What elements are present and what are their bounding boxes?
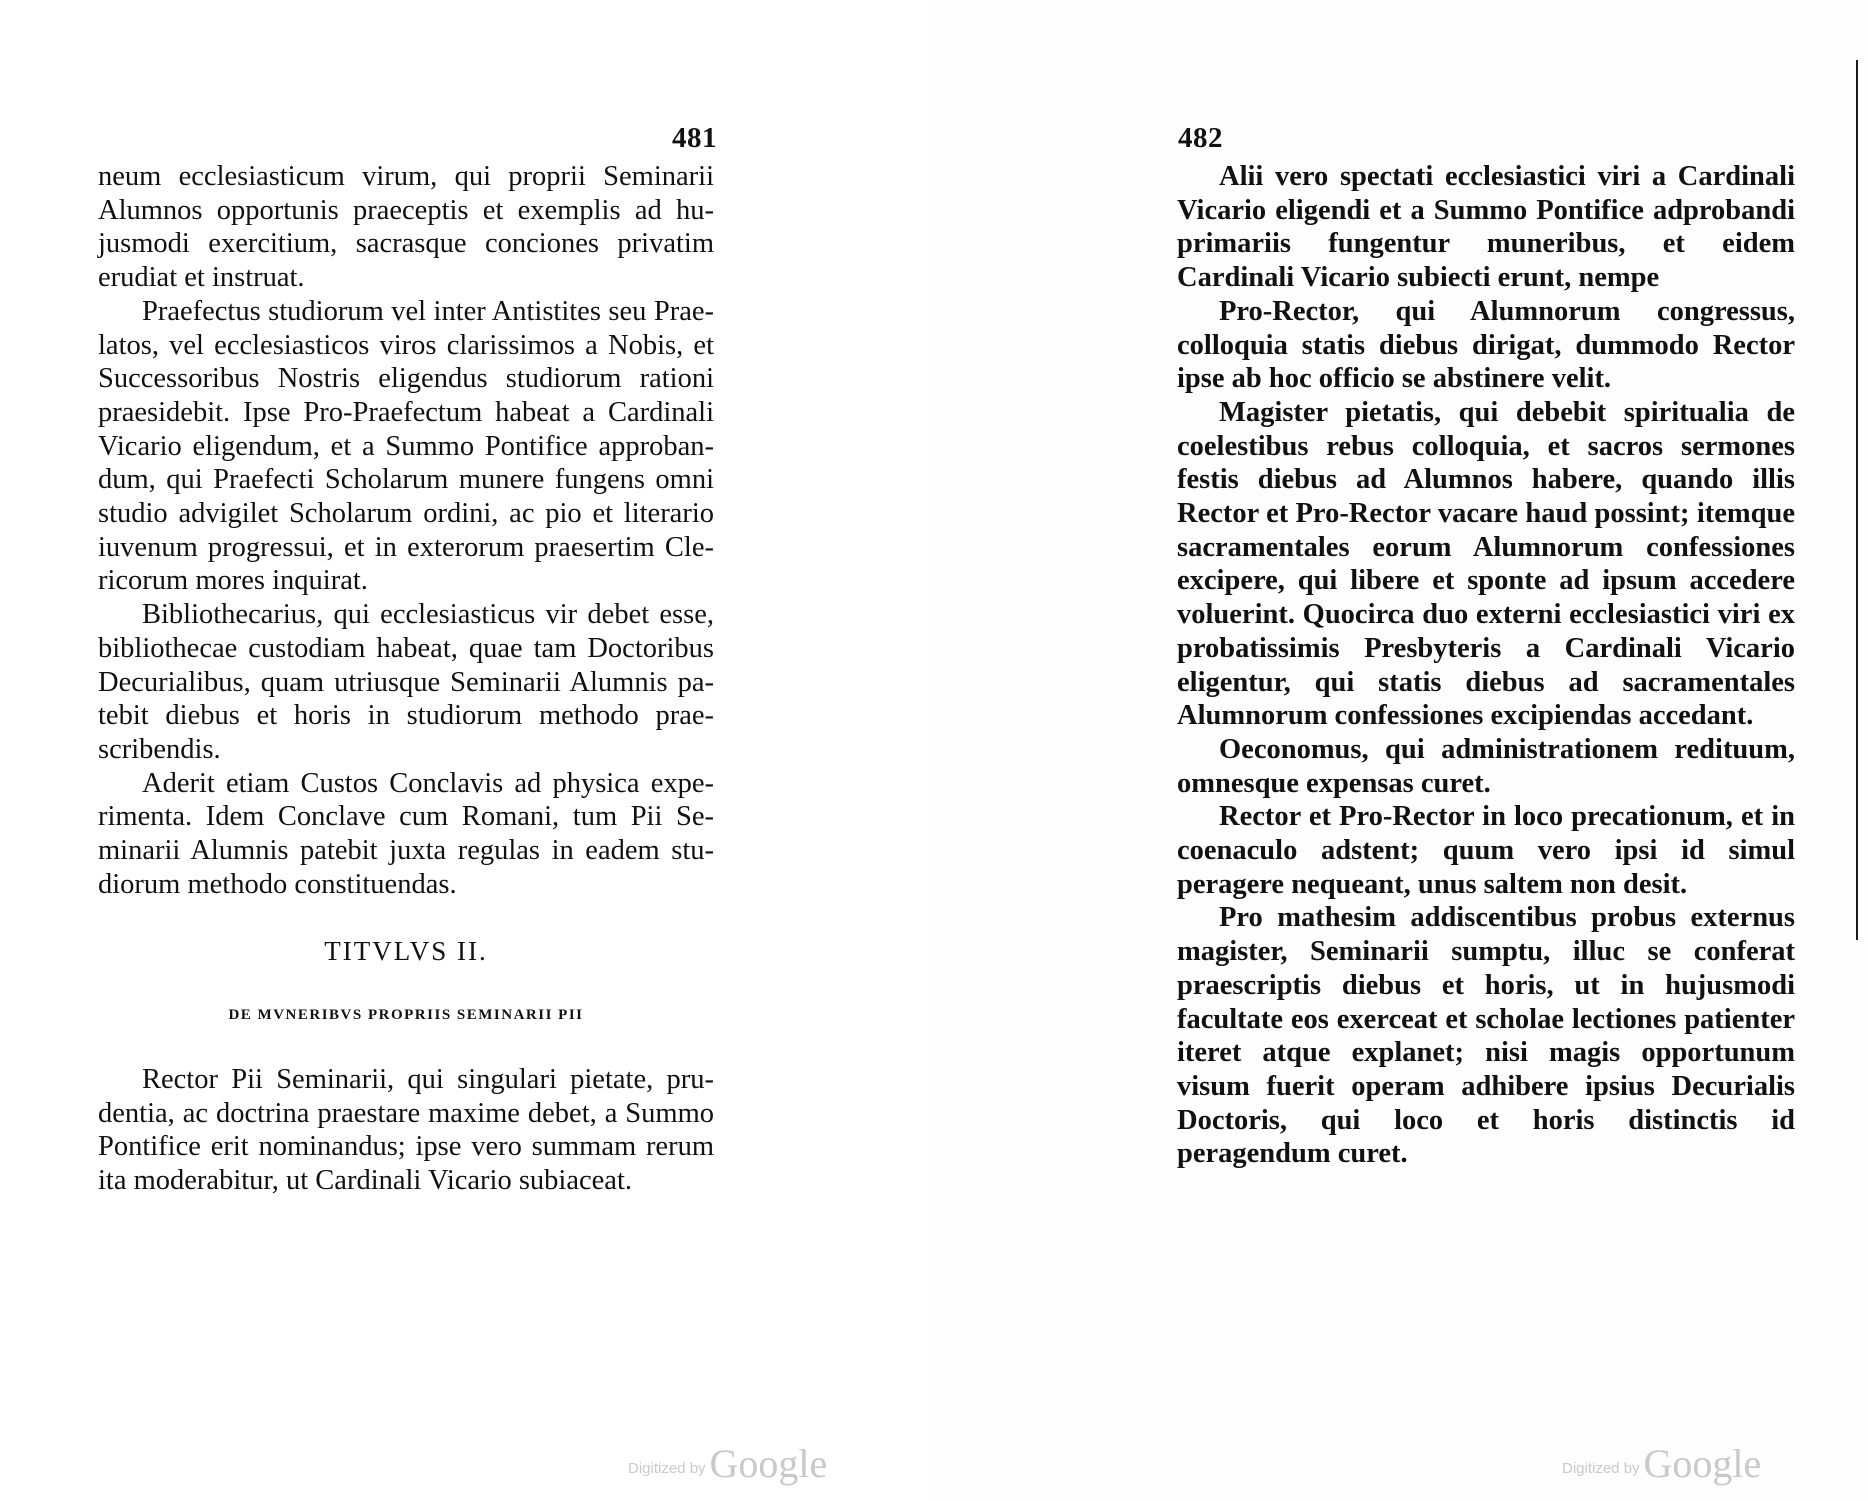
paragraph: Rector Pii Seminarii, qui singulari pietate, prudentia, ac doctrina praestare maxime debet, a Summo Pontifice erit nominandus; ipse vero summam rerum ita moderabitur, ut Cardinali Vicario subiaceat. [98,1063,714,1196]
paragraph: Praefectus studiorum vel inter Antistites seu Praelatos, vel ecclesiasticos viros clarissimos a Nobis, et Successoribus Nostris eligendus studiorum rationi praesidebit. Ipse Pro-Praefectum habeat a Cardinali Vicario eligendum, et a Summo Pontifice approbandum, qui Praefecti Scholarum munere fungens omni studio advigilet Scholarum ordini, ac pio et literario iuvenum progressui, et in exterorum praesertim Clericorum mores inquirat. [98,295,714,597]
google-logo: Google [709,1441,828,1486]
paragraph: Rector et Pro-Rector in loco precationum, et in coenaculo adstent; quum vero ipsi id simul peragere nequeant, unus saltem non desit. [1177,801,1795,900]
right-page [934,0,1868,1501]
watermark-prefix: Digitized by [1562,1460,1640,1477]
paragraph: Alii vero spectati ecclesiastici viri a Cardinali Vicario eligendi et a Summo Pontifice adprobandi primariis fungentur muneribus, et eidem Cardinali Vicario subiecti erunt, nempe [1177,161,1795,294]
page-body [98,160,714,1198]
page-edge-divider [1856,60,1858,940]
page-number: 482 [1178,122,1223,154]
paragraph: Pro mathesim addiscentibus probus externus magister, Seminarii sumptu, illuc se conferat praescriptis diebus et horis, ut in hujusmodi facultate eos exerceat et scholae lectiones patienter iteret atque explanet; nisi magis opportunum visum fuerit operam adhibere ipsius Decurialis Doctoris, qui loco et horis distinctis id peragendum curet. [1177,902,1795,1170]
section-heading: TITVLVS II. [324,936,488,967]
paragraph: Bibliothecarius, qui ecclesiasticus vir debet esse, bibliothecae custodiam habeat, quae tam Doctoribus Decurialibus, quam utriusque Seminarii Alumnis patebit diebus et horis in studiorum methodo praescribendis. [98,599,714,765]
digitized-watermark [628,1440,827,1487]
paragraph: Aderit etiam Custos Conclavis ad physica experimenta. Idem Conclave cum Romani, tum Pii Seminarii Alumnis patebit juxta regulas in eadem studiorum methodo constituendas. [98,767,714,900]
paragraph: neum ecclesiasticum virum, qui proprii Seminarii Alumnos opportunis praeceptis et exemplis ad hujusmodi exercitium, sacrasque conciones privatim erudiat et instruat. [98,161,714,294]
section-subheading: DE MVNERIBVS PROPRIIS SEMINARII PII [228,1007,584,1024]
paragraph: Pro-Rector, qui Alumnorum congressus, colloquia statis diebus dirigat, dummodo Rector ipse ab hoc officio se abstinere velit. [1177,295,1795,395]
page-body [1177,160,1795,1171]
page-number: 481 [672,122,717,154]
google-logo: Google [1643,1441,1762,1486]
watermark-prefix: Digitized by [628,1460,706,1477]
paragraph: Oeconomus, qui administrationem redituum, omnesque expensas curet. [1177,733,1795,799]
paragraph: Magister pietatis, qui debebit spiritualia de coelestibus rebus colloquia, et sacros sermones festis diebus ad Alumnos habere, quando illis Rector et Pro-Rector vacare haud possint; itemque sacramentales eorum Alumnorum confessiones excipere, qui libere et sponte ad ipsum accedere voluerint. Quocirca duo externi ecclesiastici viri ex probatissimis Presbyteris a Cardinali Vicario eligentur, qui statis diebus ad sacramentales Alumnorum confessiones excipiendas accedant. [1177,396,1795,732]
digitized-watermark [1562,1440,1761,1487]
